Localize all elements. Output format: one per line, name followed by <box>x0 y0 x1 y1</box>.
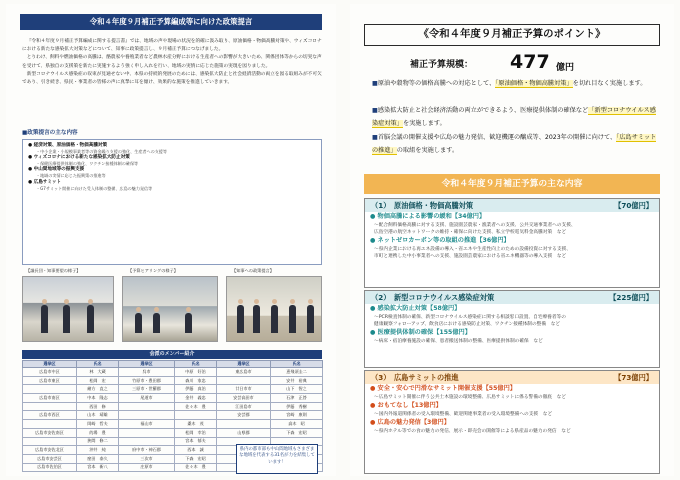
budget-item <box>365 212 659 236</box>
column-header: 氏名 <box>271 361 323 368</box>
district-cell: 広島市佐伯区 <box>23 463 77 472</box>
district-cell: 安芸郡 <box>217 411 271 420</box>
district-cell <box>23 402 77 411</box>
member-name-cell: 松岡 宏 <box>77 376 119 385</box>
person-figure <box>307 305 314 333</box>
district-cell <box>119 402 175 411</box>
proposal-photo <box>226 276 322 342</box>
item-title: ● おもてなし【13億円】 <box>370 402 442 409</box>
budget-item <box>365 236 659 260</box>
item-title: ● 広島の魅力発信【3億円】 <box>370 419 450 426</box>
district-cell: 庄原市 <box>119 463 175 472</box>
block-header <box>365 371 659 384</box>
person-figure <box>135 313 142 333</box>
item-text: 〜県内ホテル等での食の魅力の発信、展示・即売会の開催等による県産品の魅力の発信 など <box>374 429 571 434</box>
intro-paragraph: 新型コロナウイルス感染症の収束が見通せない中、本県の持続的発展のためには、感染拡大防止と社会経済活動の両立を図る取組みが不可欠であり、引き続き、県民・事業者の皆様の声に真摯に耳を傾け、効果的な施策を推進していきます。 <box>22 71 322 86</box>
member-name-cell: 西本 誠 <box>175 446 217 455</box>
block-amount: 【70億円】 <box>614 201 653 210</box>
person-figure <box>185 313 192 333</box>
person-figure <box>271 305 278 333</box>
member-name-cell: 的場 豊 <box>77 428 119 437</box>
measure-item <box>28 180 316 192</box>
block-header <box>365 291 659 304</box>
budget-item <box>365 418 659 435</box>
block-title: （1） 原油価格・物価高騰対策 <box>371 201 474 210</box>
district-cell <box>23 420 77 429</box>
person-figure <box>87 305 94 333</box>
photo-caption: 【知事への政策提言】 <box>232 268 274 273</box>
district-cell: 江田島市 <box>217 402 271 411</box>
member-name-cell: 下森 宏昭 <box>271 428 323 437</box>
point-text: の取組を実施します。 <box>396 146 459 154</box>
member-name-cell: 松岡 幸治 <box>175 428 217 437</box>
scale-value: 477 <box>510 51 550 73</box>
left-page-header: 令和４年度９月補正予算編成等に向けた政策提言 <box>20 14 322 30</box>
member-name-cell: 宮崎 康則 <box>271 411 323 420</box>
point-text: 首脳会議の開催支援や広島の魅力発信、歓迎機運の醸成等、2023年の開催に向けて、 <box>377 134 617 141</box>
points-title: 《令和４年度９月補正予算のポイント》 <box>364 24 660 46</box>
member-name-cell: 中本 隆志 <box>77 394 119 403</box>
intro-paragraph: 『令和４年度９月補正予算編成に関する提言書』では、地域の声や現場の状況を的確に汲み取り、原油価格・物価高騰対策や、ウィズコロナにおける新たな感染拡大対策などについて、知事に政策提言し、９月補正予算につなげました。 <box>22 39 322 53</box>
district-cell: 広島市安佐北区 <box>23 446 77 455</box>
point-highlight: 「広島サミットの推進」 <box>372 134 657 154</box>
budget-item <box>365 401 659 418</box>
budget-item <box>365 304 659 328</box>
table-row <box>23 385 323 394</box>
column-header: 選挙区 <box>119 361 175 368</box>
item-title: ● 感染拡大防止対策【58億円】 <box>370 305 461 312</box>
table-row <box>23 428 323 437</box>
table-row <box>23 420 323 429</box>
member-name-cell: 西田 修 <box>77 402 119 411</box>
table-row <box>23 411 323 420</box>
measure-category: ● ウィズコロナにおける新たな感染拡大防止対策 <box>28 155 130 161</box>
budget-scale <box>410 51 610 75</box>
item-title: ● 医療提供体制の確保【155億円】 <box>370 329 471 336</box>
measure-detail: ・保健医療提供体制の強化、ワクチン接種体制の確保等 <box>36 161 139 167</box>
item-text: 健康観察フォローアップ、飲食店における感染防止対策、ワクチン接種体制の整備 など <box>374 322 561 327</box>
item-text: 〜PCR検査体制の確保、新型コロナウイルス感染症に関する相談窓口設置、自宅療養者等の <box>374 315 566 320</box>
member-name-cell: 岡崎 哲夫 <box>77 420 119 429</box>
budget-block-summit <box>364 370 660 474</box>
member-name-cell: 恵飛須圭二 <box>271 368 323 377</box>
table-row <box>23 376 323 385</box>
person-figure <box>253 305 260 333</box>
member-name-cell: 森川 家忠 <box>175 376 217 385</box>
intro-paragraph: とりわけ、飼料や燃油価格の高騰は、酪農家や養殖業者など農林水産分野における生産者への影響が大きいため、関係団体等からの切実な声を受けて、県独自の支援策を新たに実施するよう強く申し入れを行い、地域の実情に応じた施策の実現を図りました。 <box>22 55 322 69</box>
column-header: 氏名 <box>175 361 217 368</box>
person-figure <box>237 305 244 333</box>
item-text: 〜病床・宿泊療養施設の確保、患者搬送体制の整備、医療提供体制の確保 など <box>374 339 543 344</box>
column-header: 氏名 <box>77 361 119 368</box>
measure-item <box>28 143 316 155</box>
member-name-cell: 佐々木 豊 <box>175 463 217 472</box>
member-name-cell: 宮本 郁夫 <box>175 437 217 446</box>
point-highlight: 「原油価格・物価高騰対策」 <box>495 80 573 87</box>
scale-label: 補正予算規模： <box>410 60 474 70</box>
budget-item <box>365 384 659 401</box>
item-text: 〜県内企業における再エネ設備の導入・省エネや生産性向上のための設備投資に対する支援、 <box>374 247 571 252</box>
district-cell: 広島市中区 <box>23 368 77 377</box>
district-cell: 東広島市 <box>217 368 271 377</box>
district-cell: 広島市安芸区 <box>23 454 77 463</box>
table-row <box>23 394 323 403</box>
district-cell: 広島市安佐南区 <box>23 428 77 437</box>
district-cell: 呉市 <box>119 368 175 377</box>
district-cell: 福山市 <box>119 420 175 429</box>
point-item <box>372 78 662 104</box>
item-title: ● ネットゼロカーボン等の取組の推進【36億円】 <box>370 237 510 244</box>
member-name-cell: 石津 正啓 <box>271 394 323 403</box>
table-header-row <box>23 361 323 368</box>
square-bullet-icon: ■ <box>372 80 378 87</box>
member-name-cell: 金井 義忠 <box>175 394 217 403</box>
block-header <box>365 199 659 212</box>
member-name-cell: 伊藤 秀樹 <box>271 402 323 411</box>
measure-item <box>28 167 316 179</box>
district-cell: 竹原市・豊田郡 <box>119 376 175 385</box>
point-highlight: 「新型コロナウイルス感染症対策」 <box>372 107 656 127</box>
member-name-cell: 佐々木 豊 <box>175 402 217 411</box>
photo-row <box>22 268 322 346</box>
district-cell <box>217 420 271 429</box>
table-row <box>23 368 323 377</box>
district-cell: 広島市南区 <box>23 394 77 403</box>
right-page <box>350 4 674 476</box>
left-page <box>6 4 336 476</box>
item-text: 広島空港の航空ネットワークの維持・確保に向けた支援、私立学校電気料金高騰対策 など <box>374 230 567 235</box>
point-text: を切れ目なく実施します。 <box>572 80 647 87</box>
meeting-photo <box>22 276 114 342</box>
measure-category: ● 経済対策、原油価格・物価高騰対策 <box>28 143 108 148</box>
item-text: 〜国内外報道関係者の受入環境整備、歓迎関連事業者の受入環境整備への支援 など <box>374 412 553 417</box>
member-name-cell: 安井 裕典 <box>271 376 323 385</box>
member-name-cell <box>175 411 217 420</box>
district-cell <box>23 385 77 394</box>
district-cell <box>119 428 175 437</box>
district-cell: 広島市西区 <box>23 411 77 420</box>
point-item <box>372 105 662 131</box>
point-text: を実施します。 <box>402 119 446 127</box>
district-cell <box>119 411 175 420</box>
district-cell: 尾道市 <box>119 394 175 403</box>
scale-unit: 億円 <box>556 63 575 73</box>
person-figure <box>153 313 160 333</box>
square-bullet-icon: ■ <box>372 134 378 141</box>
point-item <box>372 132 662 166</box>
member-name-cell: 沖井 純 <box>77 446 119 455</box>
member-name-cell: 狭間 修二 <box>77 437 119 446</box>
item-text: 〜配合飼料価格高騰に対する支援、施設園芸農家・漁業者への支援、公共交通事業者への支援、 <box>374 223 576 228</box>
district-cell: 三原市・世羅郡 <box>119 385 175 394</box>
item-title: ● 安全・安心で円滑なサミット開催支援【55億円】 <box>370 385 516 392</box>
block-title: （2） 新型コロナウイルス感染症対策 <box>371 293 495 302</box>
item-title: ● 物価高騰による影響の緩和【34億円】 <box>370 213 486 220</box>
measure-detail: ・中小企業・小規模事業者等の資金繰り支援の強化、生産者への支援等 <box>36 149 167 155</box>
district-cell <box>23 437 77 446</box>
photo-caption: 【議長団・知事要望の様子】 <box>26 268 81 273</box>
block-amount: 【225億円】 <box>609 293 653 302</box>
point-text: 感染拡大防止と社会経済活動の両立ができるよう、医療提供体制の確保など <box>377 107 589 114</box>
member-name-cell: 中原 好治 <box>175 368 217 377</box>
intro-text <box>22 38 322 122</box>
district-cell <box>217 376 271 385</box>
budget-block-covid <box>364 290 660 368</box>
member-name-cell: 緒方 直之 <box>77 385 119 394</box>
member-name-cell: 桑木 茂 <box>175 420 217 429</box>
column-header: 選挙区 <box>23 361 77 368</box>
person-figure <box>63 305 70 333</box>
measure-detail: ・地域の実情に応じた振興策の推進等 <box>36 173 106 179</box>
square-bullet-icon: ■ <box>372 107 378 114</box>
budget-item <box>365 328 659 345</box>
member-name-cell: 伊藤 真治 <box>175 385 217 394</box>
table-row <box>23 402 323 411</box>
member-name-cell: 高木 昭 <box>271 420 323 429</box>
district-cell: 安芸高田市 <box>217 394 271 403</box>
budget-block-energy <box>364 198 660 288</box>
point-text: 原油や穀物等の価格高騰への対応として、 <box>377 80 496 87</box>
measures-box <box>22 139 322 265</box>
item-text: 〜広島サミット開催に伴う公共土木施設の環境整備、広島サミットに係る警備の徹底 など <box>374 395 567 400</box>
member-name-cell: 下森 宏昭 <box>175 454 217 463</box>
member-name-cell: 宮本 新八 <box>77 463 119 472</box>
district-cell: 府中市・神石郡 <box>119 446 175 455</box>
measure-category: ● 広島サミット <box>28 179 62 185</box>
item-text: 市町と連携した中小事業者への支援、施設園芸農家における省エネ機器等の導入支援 など <box>374 254 567 259</box>
district-cell: 廿日市市 <box>217 385 271 394</box>
member-name-cell: 山下 智之 <box>271 385 323 394</box>
member-name-cell: 山木 靖雄 <box>77 411 119 420</box>
photo-caption: 【予算ヒアリングの様子】 <box>128 268 178 273</box>
member-name-cell: 窪田 泰久 <box>77 454 119 463</box>
district-cell <box>119 437 175 446</box>
members-note: 県内の都市部も中山間地域もさまざまな地域を代表する31名が力を結集しています！ <box>236 444 318 474</box>
district-cell: 三次市 <box>119 454 175 463</box>
section-label: ■政策提言の主な内容 <box>22 130 78 136</box>
person-figure <box>41 305 48 333</box>
person-figure <box>289 305 296 333</box>
column-header: 選挙区 <box>217 361 271 368</box>
block-title: （3） 広島サミットの推進 <box>371 373 459 382</box>
measure-detail: ・G7サミット開催に向けた受入体制の整備、広島の魅力発信等 <box>36 185 153 191</box>
member-name-cell: 林 大蔵 <box>77 368 119 377</box>
block-amount: 【73億円】 <box>614 373 653 382</box>
measure-category: ● 中山間地域等の振興支援 <box>28 167 85 173</box>
main-content-title: 令和４年度９月補正予算の主な内容 <box>364 174 660 194</box>
district-cell: 広島市東区 <box>23 376 77 385</box>
members-label: 会派のメンバー紹介 <box>22 350 322 359</box>
hearing-photo <box>122 276 218 342</box>
measure-item <box>28 155 316 167</box>
district-cell: 山県郡 <box>217 428 271 437</box>
